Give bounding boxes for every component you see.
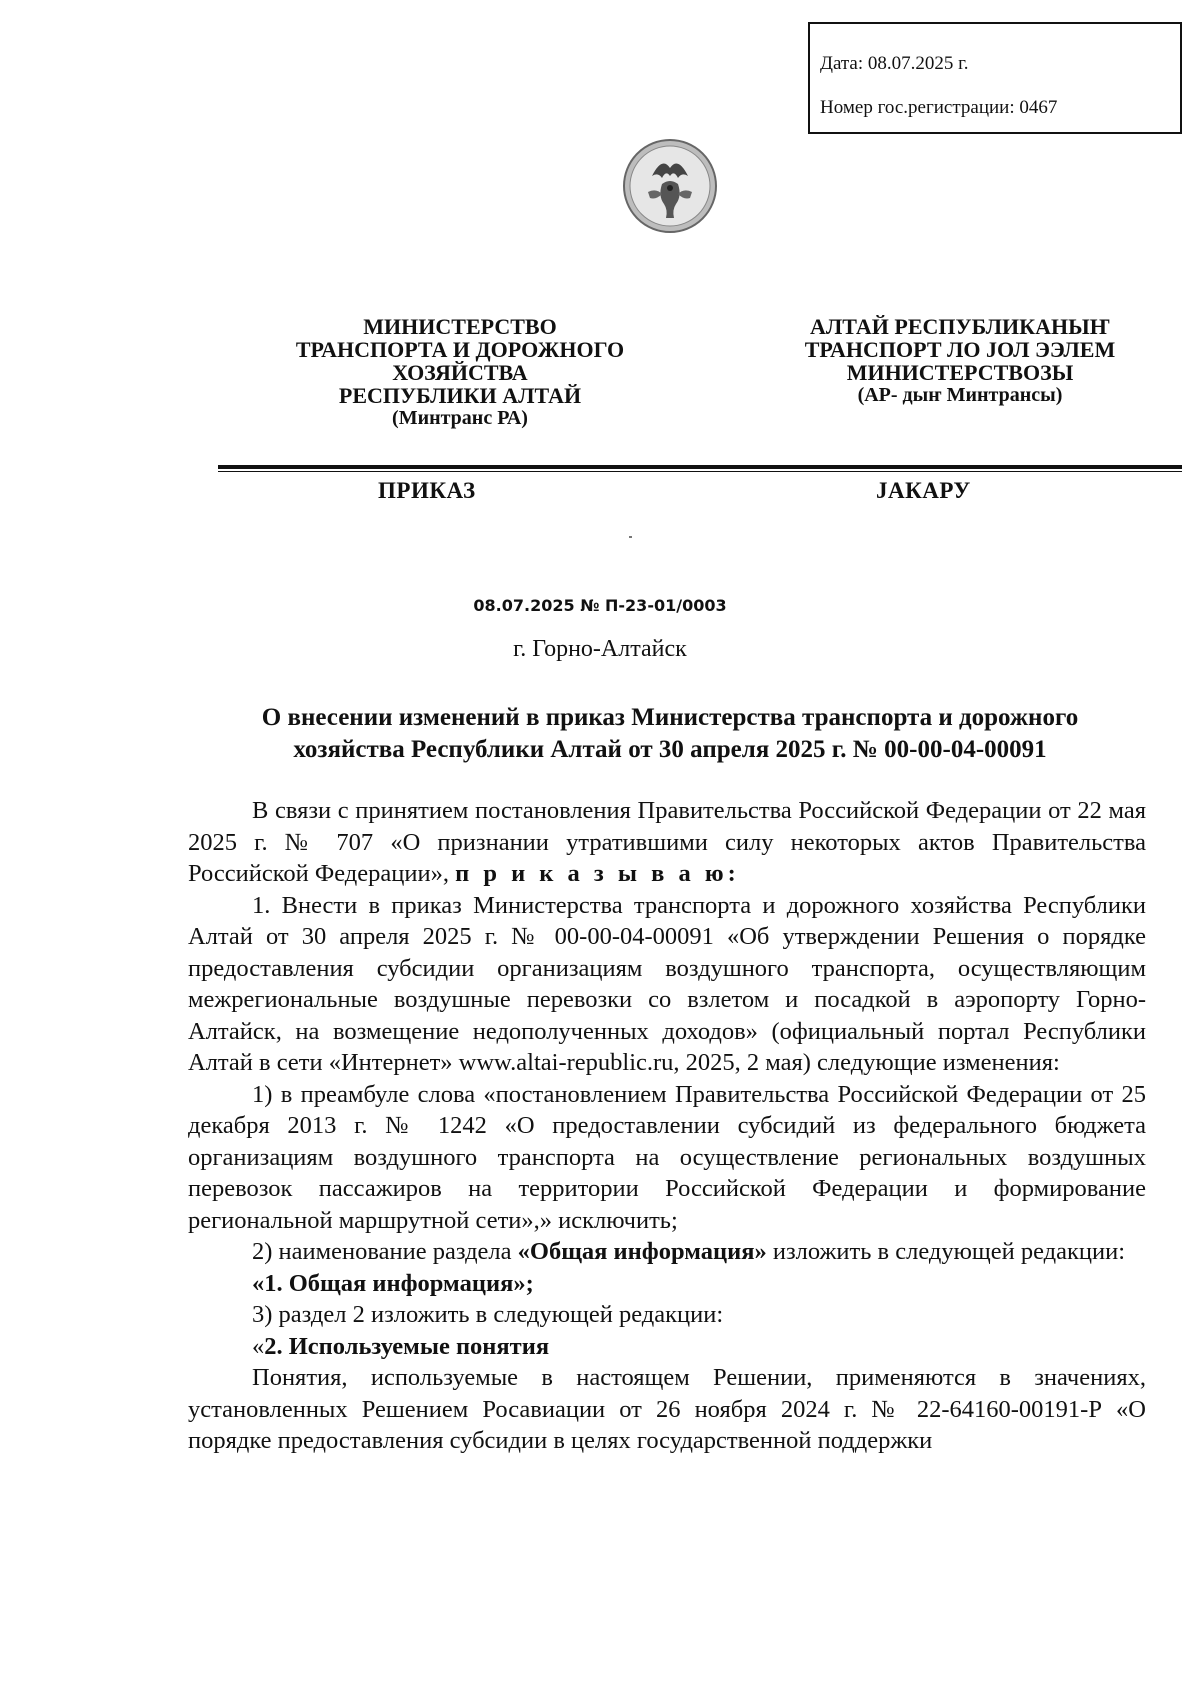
intro-paragraph <box>188 795 1146 890</box>
intro-text: В связи с принятием постановления Правительства Российской Федерации от 22 мая 2025 г. № 707 «О признании утратившими силу некоторых актов Правительства Российской Федерации», <box>188 797 1146 887</box>
sub2-text-b: изложить в следующей редакции: <box>766 1238 1126 1265</box>
org-left-line4: РЕСПУБЛИКИ АЛТАЙ <box>338 383 582 408</box>
stamp-date-label: Дата: <box>820 53 864 74</box>
ministry-name-russian <box>250 315 670 430</box>
quote2-open: « <box>252 1332 265 1360</box>
document-body <box>188 795 1146 1457</box>
org-left-line2: ТРАНСПОРТА И ДОРОЖНОГО <box>295 337 625 362</box>
org-left-line1: МИНИСТЕРСТВО <box>363 314 557 339</box>
doc-type-russian: ПРИКАЗ <box>378 478 476 503</box>
sub2-paragraph <box>188 1236 1146 1268</box>
sub2-text-a: 2) наименование раздела <box>252 1238 518 1265</box>
document-number: 08.07.2025 № П-23-01/0003 <box>473 596 727 615</box>
document-city: г. Горно-Алтайск <box>513 636 687 662</box>
quote2-bold: 2. Используемые понятия <box>264 1332 550 1360</box>
registration-stamp <box>808 22 1182 134</box>
header-divider-thin <box>218 471 1182 472</box>
scan-speck <box>629 536 632 538</box>
org-left-abbr: (Минтранс РА) <box>392 407 528 429</box>
sub3-paragraph: 3) раздел 2 изложить в следующей редакции: <box>252 1301 724 1328</box>
order-word: п р и к а з ы в а ю: <box>455 860 740 887</box>
coat-of-arms-emblem-icon <box>622 138 718 234</box>
org-right-abbr: (АР- дыҥ Минтрансы) <box>857 384 1063 406</box>
header-divider-thick <box>218 465 1182 469</box>
sub1-paragraph: 1) в преамбуле слова «постановлением Правительства Российской Федерации от 25 декабря 2013 г. № 1242 «О предоставлении субсидий из федерального бюджета организациям воздушного транспорта на осуществление региональных воздушных перевозок пассажиров на территории Российской Федерации и формирование региональной маршрутной сети»,» исключить; <box>188 1080 1146 1234</box>
last-paragraph: Понятия, используемые в настоящем Решении, применяются в значениях, установленных Решением Росавиации от 26 ноября 2024 г. № 22-64160-00191-Р «О порядке предоставления субсидии в целях государственной поддержки <box>188 1364 1146 1454</box>
ministry-name-altai <box>760 315 1160 407</box>
title-line1: О внесении изменений в приказ Министерства транспорта и дорожного <box>261 704 1079 731</box>
stamp-date-row <box>820 42 1180 86</box>
stamp-reg-value: 0467 <box>1019 97 1058 118</box>
quote1-paragraph: «1. Общая информация»; <box>252 1269 534 1297</box>
item1-paragraph: 1. Внести в приказ Министерства транспорта и дорожного хозяйства Республики Алтай от 30 апреля 2025 г. № 00-00-04-00091 «Об утверждении Решения о порядке предоставления субсидии организациям воздушного транспорта, осуществляющим межрегиональные воздушные перевозки со взлетом и посадкой в аэропорту Горно-Алтайск, на возмещение недополученных доходов» (официальный портал Республики Алтай в сети «Интернет» www.altai-republic.ru, 2025, 2 мая) следующие изменения: <box>188 891 1146 1076</box>
document-title <box>200 702 1140 766</box>
org-right-line3: МИНИСТЕРСТВОЗЫ <box>846 360 1074 385</box>
title-line2: хозяйства Республики Алтай от 30 апреля 2025 г. № 00-00-04-00091 <box>293 736 1047 763</box>
stamp-reg-row <box>820 86 1180 130</box>
stamp-reg-label: Номер гос.регистрации: <box>820 97 1015 118</box>
quote2-paragraph <box>188 1331 1146 1363</box>
sub2-bold: «Общая информация» <box>517 1238 767 1265</box>
org-left-line3: ХОЗЯЙСТВА <box>392 360 528 385</box>
org-right-line2: ТРАНСПОРТ ЛО JОЛ ЭЭЛЕМ <box>804 337 1116 362</box>
doc-type-altai: JАКАРУ <box>876 478 971 503</box>
stamp-date-value: 08.07.2025 г. <box>867 53 969 74</box>
org-right-line1: АЛТАЙ РЕСПУБЛИКАНЫҤ <box>810 314 1110 339</box>
